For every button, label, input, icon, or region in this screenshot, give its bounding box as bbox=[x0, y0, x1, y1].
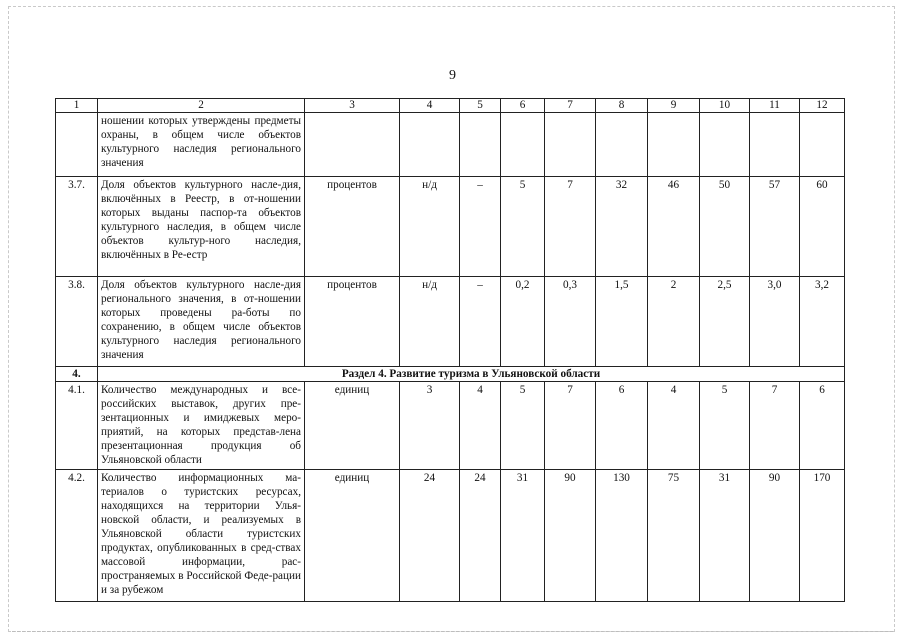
value-cell: 0,3 bbox=[545, 277, 596, 367]
indicator-description-cell: Доля объектов культурного насле-дия, включённых в Реестр, в от-ношении которых выданы паспор-та объектов культурного наследия, в общем числе объектов культур-ного наследия, включённых в Ре-естр bbox=[98, 177, 305, 277]
column-number-5: 5 bbox=[460, 99, 501, 113]
empty-cell bbox=[596, 113, 648, 177]
column-number-1: 1 bbox=[56, 99, 98, 113]
row-number-cell: 3.7. bbox=[56, 177, 98, 277]
unit-cell: процентов bbox=[305, 277, 400, 367]
value-cell: 5 bbox=[501, 177, 545, 277]
section-number: 4. bbox=[56, 367, 98, 382]
column-number-8: 8 bbox=[596, 99, 648, 113]
value-cell: 7 bbox=[545, 177, 596, 277]
value-cell: 7 bbox=[545, 382, 596, 470]
column-number-row bbox=[56, 99, 845, 113]
value-cell: 4 bbox=[648, 382, 700, 470]
table-row bbox=[56, 177, 845, 277]
row-number-cell: 3.8. bbox=[56, 277, 98, 367]
indicator-description-cell: ношении которых утверждены предметы охраны, в общем числе объектов культурного наследия регионального значения bbox=[98, 113, 305, 177]
table-row bbox=[56, 470, 845, 602]
unit-cell: единиц bbox=[305, 382, 400, 470]
value-cell: 31 bbox=[700, 470, 750, 602]
column-number-3: 3 bbox=[305, 99, 400, 113]
value-cell: 32 bbox=[596, 177, 648, 277]
empty-cell bbox=[400, 113, 460, 177]
empty-cell bbox=[700, 113, 750, 177]
value-cell: 5 bbox=[501, 382, 545, 470]
empty-cell bbox=[545, 113, 596, 177]
table-row bbox=[56, 382, 845, 470]
value-cell: 4 bbox=[460, 382, 501, 470]
empty-cell bbox=[750, 113, 800, 177]
value-cell: 50 bbox=[700, 177, 750, 277]
value-cell: 130 bbox=[596, 470, 648, 602]
column-number-12: 12 bbox=[800, 99, 845, 113]
empty-cell bbox=[460, 113, 501, 177]
row-number-cell bbox=[56, 113, 98, 177]
row-number-cell: 4.2. bbox=[56, 470, 98, 602]
value-cell: 75 bbox=[648, 470, 700, 602]
value-cell: 2,5 bbox=[700, 277, 750, 367]
value-cell: 24 bbox=[400, 470, 460, 602]
value-cell: 170 bbox=[800, 470, 845, 602]
unit-cell: единиц bbox=[305, 470, 400, 602]
value-cell: 5 bbox=[700, 382, 750, 470]
column-number-10: 10 bbox=[700, 99, 750, 113]
value-cell: 2 bbox=[648, 277, 700, 367]
column-number-6: 6 bbox=[501, 99, 545, 113]
value-cell: 90 bbox=[750, 470, 800, 602]
value-cell: 24 bbox=[460, 470, 501, 602]
value-cell: н/д bbox=[400, 177, 460, 277]
indicator-description-cell: Количество информационных ма-териалов о туристских ресурсах, находящихся на территории Улья-новской области, и реализуемых в Ульяновской области туристских продуктах, опубликованных в сред-ствах массовой информации, рас-пространяемых в Российской Феде-рации и за рубежом bbox=[98, 470, 305, 602]
section-header-row bbox=[56, 367, 845, 382]
column-number-7: 7 bbox=[545, 99, 596, 113]
value-cell: 90 bbox=[545, 470, 596, 602]
empty-cell bbox=[305, 113, 400, 177]
indicator-table bbox=[55, 98, 845, 602]
value-cell: – bbox=[460, 177, 501, 277]
value-cell: 7 bbox=[750, 382, 800, 470]
value-cell: 6 bbox=[800, 382, 845, 470]
value-cell: 3 bbox=[400, 382, 460, 470]
value-cell: 6 bbox=[596, 382, 648, 470]
scan-edge bbox=[12, 631, 893, 633]
value-cell: 3,2 bbox=[800, 277, 845, 367]
column-number-9: 9 bbox=[648, 99, 700, 113]
indicator-description-cell: Количество международных и все-российских выставок, других пре-зентационных и имиджевых меро-приятий, на которых представ-лена презентационная продукция об Ульяновской области bbox=[98, 382, 305, 470]
unit-cell: процентов bbox=[305, 177, 400, 277]
value-cell: 46 bbox=[648, 177, 700, 277]
value-cell: 1,5 bbox=[596, 277, 648, 367]
page-number: 9 bbox=[449, 68, 456, 83]
value-cell: 3,0 bbox=[750, 277, 800, 367]
table-row-continuation bbox=[56, 113, 845, 177]
column-number-4: 4 bbox=[400, 99, 460, 113]
column-number-2: 2 bbox=[98, 99, 305, 113]
empty-cell bbox=[800, 113, 845, 177]
value-cell: 60 bbox=[800, 177, 845, 277]
value-cell: 31 bbox=[501, 470, 545, 602]
indicator-description-cell: Доля объектов культурного насле-дия регионального значения, в от-ношении которых проведены ра-боты по сохранению, в общем числе объектов культурного наследия регионального значения bbox=[98, 277, 305, 367]
value-cell: 0,2 bbox=[501, 277, 545, 367]
value-cell: 57 bbox=[750, 177, 800, 277]
table-row bbox=[56, 277, 845, 367]
empty-cell bbox=[501, 113, 545, 177]
value-cell: н/д bbox=[400, 277, 460, 367]
empty-cell bbox=[648, 113, 700, 177]
row-number-cell: 4.1. bbox=[56, 382, 98, 470]
section-title: Раздел 4. Развитие туризма в Ульяновской области bbox=[98, 367, 845, 382]
value-cell: – bbox=[460, 277, 501, 367]
column-number-11: 11 bbox=[750, 99, 800, 113]
